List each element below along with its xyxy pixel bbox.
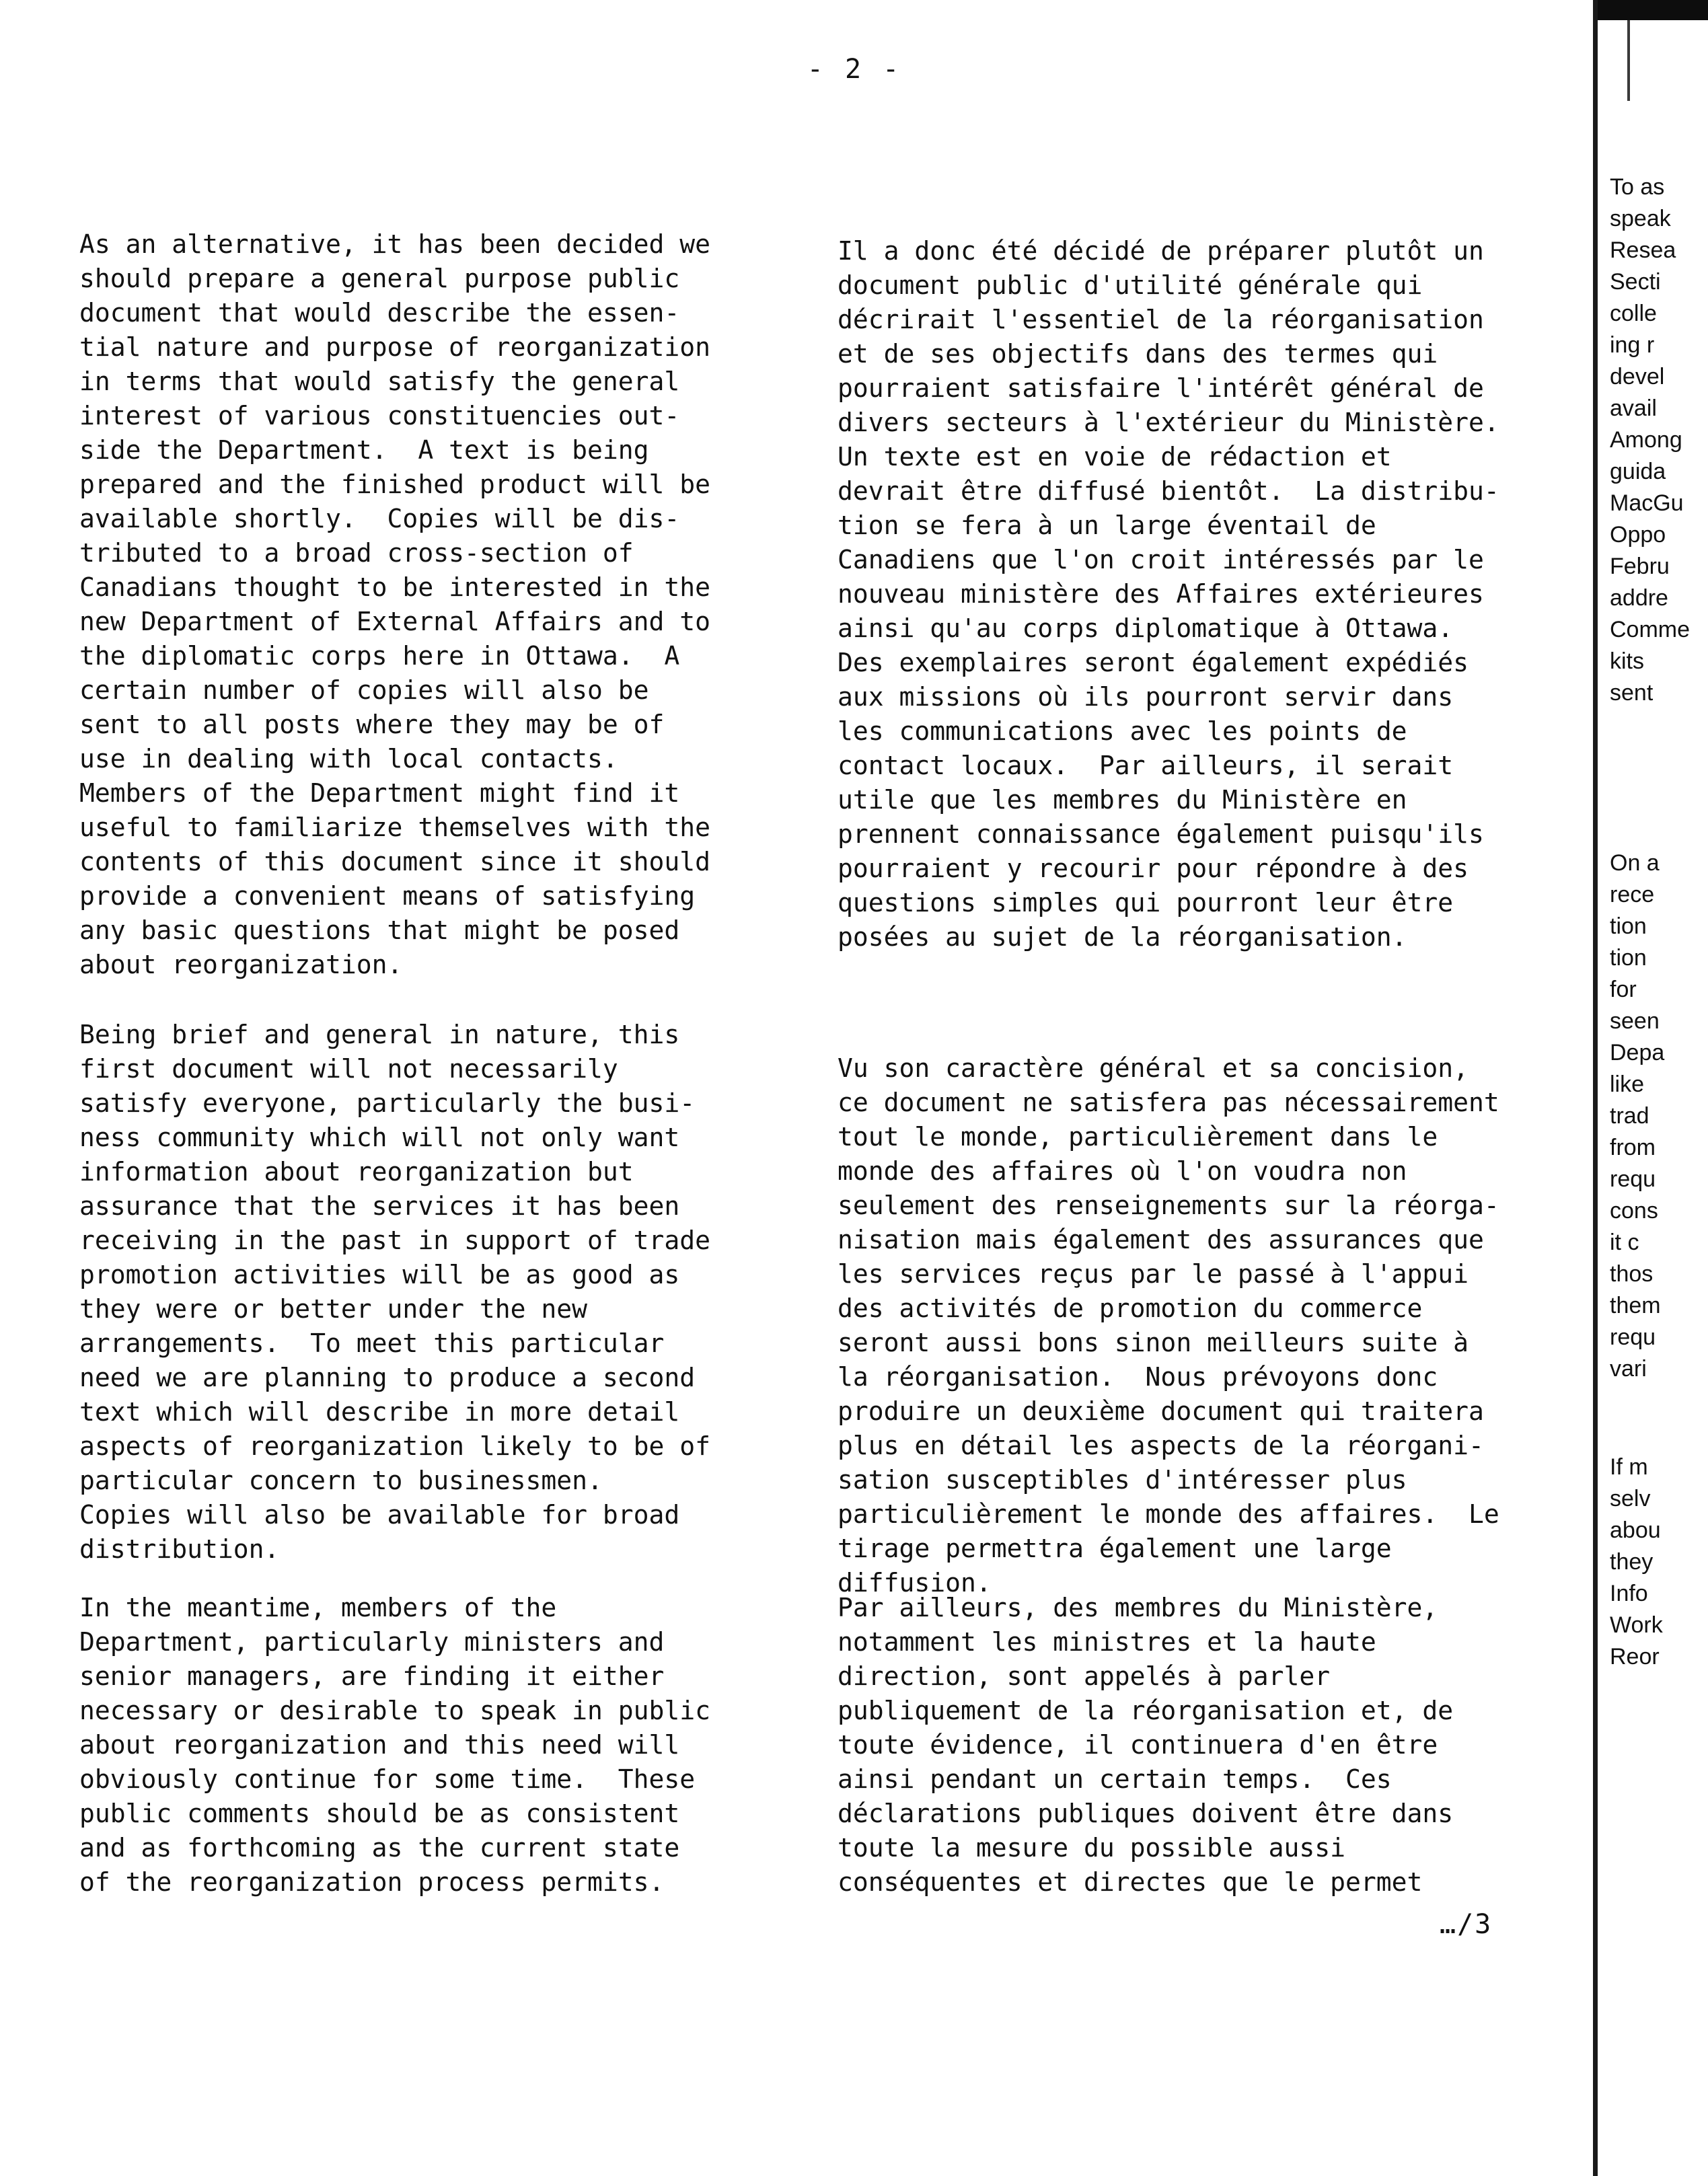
continued-marker: …/3 [1440, 1909, 1493, 1940]
french-paragraph-1: Il a donc été décidé de préparer plutôt un document public d'utilité générale qui décrirait l'essentiel de la réorganisation et de ses objectifs dans des termes qui pourraient satisfaire l'intérêt général de divers secteurs à l'extérieur du Ministère. Un texte est en voie de rédaction et devrait être diffusé bientôt. La distribu- tion se fera à un large éventail de Canadiens que l'on croit intéressés par le nouveau ministère des Affaires extérieures ainsi qu'au corps diplomatique à Ottawa. Des exemplaires seront également expédiés aux missions où ils pourront servir dans les communications avec les points de contact locaux. Par ailleurs, il serait utile que les membres du Ministère en prennent connaissance également puisqu'ils pourraient y recourir pour répondre à des questions simples qui pourront leur être posées au sujet de la réorganisation. [838, 236, 1499, 952]
english-paragraph-1: As an alternative, it has been decided we should prepare a general purpose public document that would describe the essen- tial nature and purpose of reorganization in terms that would satisfy the general interest of various constituencies out- side the Department. A text is being prepared and the finished product will be available shortly. Copies will be dis- tributed to a broad cross-section of Canadians thought to be interested in the new Department of External Affairs and to the diplomatic corps here in Ottawa. A certain number of copies will also be sent to all posts where they may be of use in dealing with local contacts. Members of the Department might find it useful to familiarize themselves with the contents of this document since it should provide a convenient means of satisfying any basic questions that might be posed about reorganization. [79, 229, 710, 979]
french-column-3 [838, 1522, 1571, 1934]
english-column-2 [79, 949, 799, 1601]
english-paragraph-2: Being brief and general in nature, this first document will not necessarily satisfy everyone, particularly the busi- ness community which will not only want information about reorganization but assurance that the services it has been receiving in the past in support of trade promotion activities will be as good as they were or better under the new arrangements. To meet this particular need we are planning to produce a second text which will describe in more detail aspects of reorganization likely to be of particular concern to businessmen. Copies will also be available for broad distribution. [79, 1020, 710, 1564]
adjacent-text-block-3: If m selv abou they Info Work Reor [1610, 1454, 1663, 1669]
french-paragraph-3: Par ailleurs, des membres du Ministère, notamment les ministres et la haute direction, sont appelés à parler publiquement de la réorganisation et, de toute évidence, il continuera d'en être ainsi pendant un certain temps. Ces déclarations publiques doivent être dans toute la mesure du possible aussi conséquentes et directes que le permet [838, 1593, 1454, 1897]
english-column [79, 159, 799, 1016]
english-column-3 [79, 1522, 799, 1934]
french-column [838, 165, 1571, 989]
french-paragraph-2: Vu son caractère général et sa concision, ce document ne satisfera pas nécessairement tout le monde, particulièrement dans le monde des affaires où l'on voudra non seulement des renseignements sur la réorga- nisation mais également des assurances que les services reçus par le passé à l'appui des activités de promotion du commerce seront aussi bons sinon meilleurs suite à la réorganisation. Nous prévoyons donc produire un deuxième document qui traitera plus en détail les aspects de la réorgani- sation susceptibles d'intéresser plus particulièrement le monde des affaires. Le tirage permettra également une large diffusion. [838, 1053, 1499, 1598]
page-edge-shadow [1598, 0, 1708, 20]
page-number: - 2 - [807, 54, 902, 85]
english-paragraph-3: In the meantime, members of the Department, particularly ministers and senior managers, are finding it either necessary or desirable to speak in public about reorganization and this need will obviously continue for some time. These public comments should be as consistent and as forthcoming as the current state of the reorganization process permits. [79, 1593, 710, 1897]
adjacent-text-block-2: On a rece tion tion for seen Depa like trad from requ cons it c thos them requ vari [1610, 850, 1665, 1382]
adjacent-text-block-1: To as speak Resea Secti colle ing r devel avail Among guida MacGu Oppo Febru addre Comme kits sent [1610, 174, 1691, 706]
page-crease [1627, 20, 1630, 101]
adjacent-page-fragment [1593, 0, 1708, 2176]
